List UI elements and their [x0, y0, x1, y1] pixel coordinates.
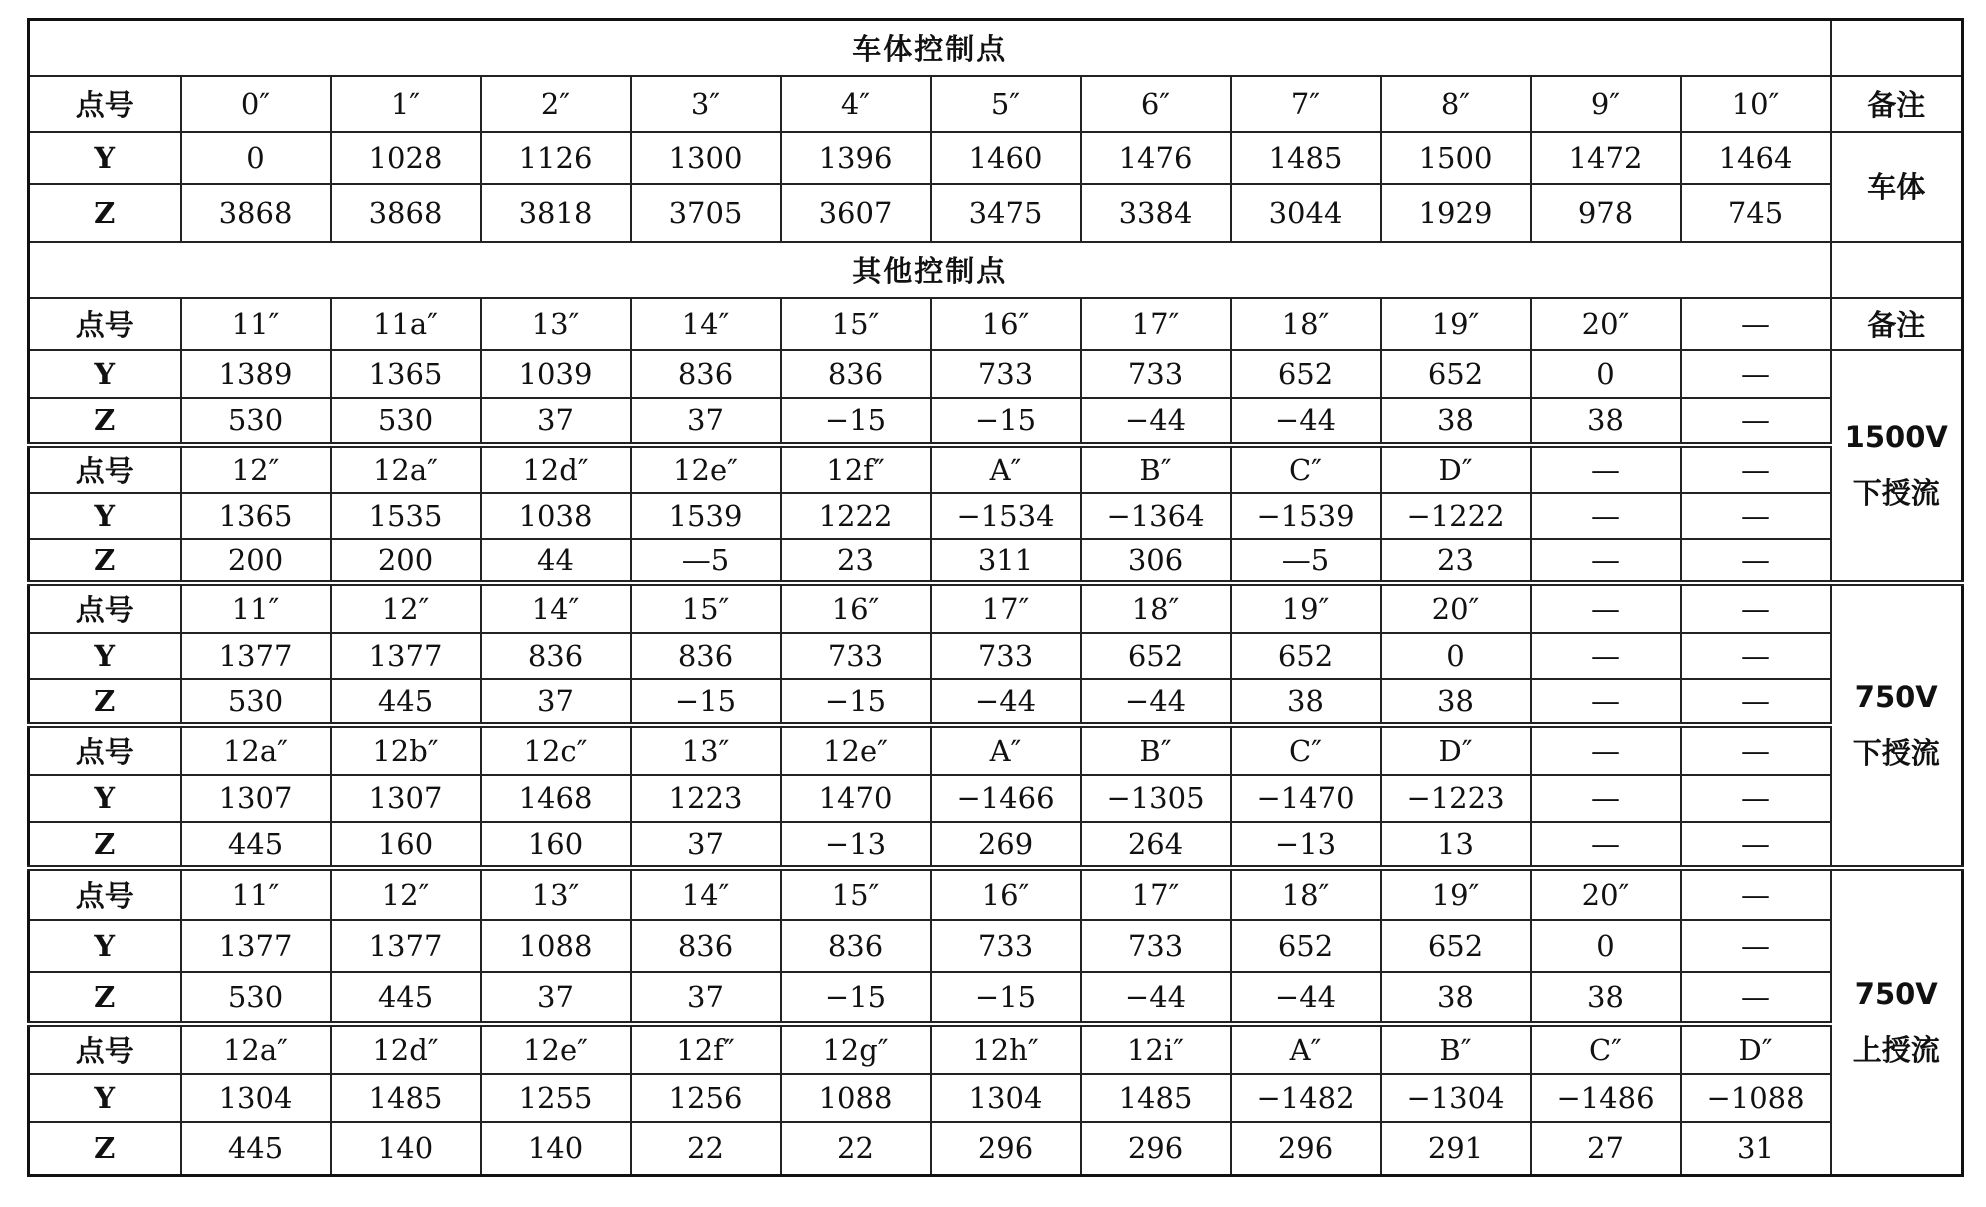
y-value-cell: 836 — [631, 633, 781, 679]
z-value-cell: −15 — [931, 972, 1081, 1024]
z-value-cell: 38 — [1231, 679, 1381, 725]
point-id-cell: 12h″ — [931, 1024, 1081, 1074]
y-value-cell: 1365 — [181, 493, 331, 539]
z-value-cell: 23 — [781, 539, 931, 583]
point-id-cell: 8″ — [1381, 76, 1531, 132]
point-id-cell: 14″ — [631, 868, 781, 920]
table-row — [29, 633, 1963, 679]
point-id-cell: 15″ — [631, 583, 781, 633]
y-value-cell: — — [1681, 493, 1831, 539]
z-value-cell: 38 — [1531, 972, 1681, 1024]
empty-note-cell — [1831, 20, 1963, 76]
y-value-cell: — — [1681, 920, 1831, 972]
y-value-cell: 1470 — [781, 775, 931, 822]
y-value-cell: 652 — [1231, 350, 1381, 398]
point-id-cell: 13″ — [481, 298, 631, 350]
note-line: 上授流 — [1852, 1033, 1940, 1068]
z-value-cell: 22 — [631, 1122, 781, 1176]
y-value-cell: 733 — [1081, 920, 1231, 972]
z-label: Z — [29, 1122, 181, 1176]
point-id-cell: 11″ — [181, 868, 331, 920]
z-value-cell: — — [1681, 539, 1831, 583]
z-value-cell: 37 — [481, 398, 631, 445]
note-line: 1500V — [1844, 420, 1948, 454]
table-row — [29, 350, 1963, 398]
z-value-cell: 38 — [1531, 398, 1681, 445]
point-id-cell: 12a″ — [331, 445, 481, 493]
z-value-cell: −44 — [1081, 972, 1231, 1024]
y-label: Y — [29, 493, 181, 539]
y-value-cell: 1396 — [781, 132, 931, 184]
y-value-cell: 0 — [1531, 350, 1681, 398]
z-value-cell: 160 — [331, 822, 481, 868]
y-value-cell: −1470 — [1231, 775, 1381, 822]
y-value-cell: 1307 — [181, 775, 331, 822]
point-id-cell: 20″ — [1531, 298, 1681, 350]
empty-note-cell — [1831, 242, 1963, 298]
z-value-cell: 530 — [331, 398, 481, 445]
z-value-cell: −15 — [781, 679, 931, 725]
table-row — [29, 1074, 1963, 1122]
point-id-cell: 1″ — [331, 76, 481, 132]
y-value-cell: 836 — [481, 633, 631, 679]
point-id-cell: A″ — [931, 725, 1081, 775]
z-value-cell: 23 — [1381, 539, 1531, 583]
point-id-cell: — — [1681, 583, 1831, 633]
z-value-cell: 200 — [331, 539, 481, 583]
point-id-cell: 14″ — [481, 583, 631, 633]
z-value-cell: 1929 — [1381, 184, 1531, 242]
point-id-cell: 19″ — [1231, 583, 1381, 633]
z-value-cell: 296 — [1231, 1122, 1381, 1176]
point-id-cell: D″ — [1381, 445, 1531, 493]
y-value-cell: 1377 — [181, 633, 331, 679]
z-value-cell: −15 — [781, 972, 931, 1024]
z-value-cell: 978 — [1531, 184, 1681, 242]
note-header: 备注 — [1831, 298, 1963, 350]
y-value-cell: 836 — [631, 350, 781, 398]
y-value-cell: 733 — [931, 350, 1081, 398]
y-value-cell: — — [1531, 493, 1681, 539]
y-value-cell: 1223 — [631, 775, 781, 822]
table-row — [29, 583, 1963, 633]
point-id-cell: 6″ — [1081, 76, 1231, 132]
z-label: Z — [29, 184, 181, 242]
note-line: 750V — [1854, 680, 1938, 714]
y-value-cell: −1482 — [1231, 1074, 1381, 1122]
table-row — [29, 242, 1963, 298]
section-title-body: 车体控制点 — [29, 20, 1831, 76]
table-row — [29, 725, 1963, 775]
point-label: 点号 — [29, 725, 181, 775]
note-body: 车体 — [1831, 132, 1963, 242]
y-value-cell: — — [1531, 633, 1681, 679]
y-value-cell: 1304 — [181, 1074, 331, 1122]
y-value-cell: 1539 — [631, 493, 781, 539]
z-value-cell: 296 — [1081, 1122, 1231, 1176]
point-id-cell: D″ — [1681, 1024, 1831, 1074]
z-value-cell: 27 — [1531, 1122, 1681, 1176]
y-value-cell: −1305 — [1081, 775, 1231, 822]
point-id-cell: 12f″ — [781, 445, 931, 493]
point-label: 点号 — [29, 1024, 181, 1074]
table-row — [29, 298, 1963, 350]
z-value-cell: 3818 — [481, 184, 631, 242]
y-value-cell: 1088 — [781, 1074, 931, 1122]
z-value-cell: 3384 — [1081, 184, 1231, 242]
y-value-cell: 1377 — [181, 920, 331, 972]
point-label: 点号 — [29, 583, 181, 633]
point-id-cell: 12c″ — [481, 725, 631, 775]
point-id-cell: — — [1681, 298, 1831, 350]
note-header: 备注 — [1831, 76, 1963, 132]
y-value-cell: 1365 — [331, 350, 481, 398]
point-id-cell: 12″ — [331, 583, 481, 633]
table-row — [29, 20, 1963, 76]
z-value-cell: 44 — [481, 539, 631, 583]
point-id-cell: 13″ — [631, 725, 781, 775]
point-id-cell: 12e″ — [481, 1024, 631, 1074]
table-row — [29, 132, 1963, 184]
point-id-cell: 15″ — [781, 868, 931, 920]
table-row — [29, 445, 1963, 493]
table-row — [29, 920, 1963, 972]
z-value-cell: 38 — [1381, 679, 1531, 725]
y-value-cell: 652 — [1231, 633, 1381, 679]
y-label: Y — [29, 775, 181, 822]
z-label: Z — [29, 679, 181, 725]
y-value-cell: 0 — [1531, 920, 1681, 972]
point-id-cell: 17″ — [1081, 868, 1231, 920]
z-value-cell: — — [1531, 822, 1681, 868]
z-value-cell: 13 — [1381, 822, 1531, 868]
point-id-cell: — — [1531, 725, 1681, 775]
table-row — [29, 1122, 1963, 1176]
z-value-cell: — — [1531, 679, 1681, 725]
note-line: 下授流 — [1852, 476, 1940, 510]
y-value-cell: 1377 — [331, 633, 481, 679]
z-value-cell: — — [1681, 398, 1831, 445]
y-value-cell: 1472 — [1531, 132, 1681, 184]
point-id-cell: 19″ — [1381, 298, 1531, 350]
y-value-cell: 733 — [1081, 350, 1231, 398]
point-id-cell: 7″ — [1231, 76, 1381, 132]
point-id-cell: 5″ — [931, 76, 1081, 132]
point-id-cell: B″ — [1081, 445, 1231, 493]
point-id-cell: 4″ — [781, 76, 931, 132]
point-id-cell: C″ — [1231, 445, 1381, 493]
y-value-cell: 1464 — [1681, 132, 1831, 184]
point-id-cell: 17″ — [1081, 298, 1231, 350]
point-id-cell: 19″ — [1381, 868, 1531, 920]
point-id-cell: 16″ — [931, 868, 1081, 920]
y-value-cell: −1486 — [1531, 1074, 1681, 1122]
z-label: Z — [29, 539, 181, 583]
z-value-cell: −13 — [1231, 822, 1381, 868]
y-value-cell: −1223 — [1381, 775, 1531, 822]
note-group-2 — [1831, 868, 1963, 1176]
y-value-cell: 733 — [931, 920, 1081, 972]
table-row — [29, 76, 1963, 132]
point-id-cell: 12d″ — [481, 445, 631, 493]
z-label: Z — [29, 822, 181, 868]
y-value-cell: 1476 — [1081, 132, 1231, 184]
y-value-cell: 652 — [1381, 350, 1531, 398]
y-value-cell: −1534 — [931, 493, 1081, 539]
z-value-cell: 291 — [1381, 1122, 1531, 1176]
z-value-cell: 3868 — [331, 184, 481, 242]
y-label: Y — [29, 132, 181, 184]
y-value-cell: 1038 — [481, 493, 631, 539]
z-value-cell: 264 — [1081, 822, 1231, 868]
y-value-cell: 1256 — [631, 1074, 781, 1122]
y-value-cell: 1304 — [931, 1074, 1081, 1122]
y-value-cell: 836 — [781, 920, 931, 972]
z-value-cell: 140 — [481, 1122, 631, 1176]
y-value-cell: −1364 — [1081, 493, 1231, 539]
y-value-cell: 1485 — [331, 1074, 481, 1122]
z-value-cell: —5 — [631, 539, 781, 583]
y-value-cell: 652 — [1081, 633, 1231, 679]
z-value-cell: 31 — [1681, 1122, 1831, 1176]
point-label: 点号 — [29, 298, 181, 350]
point-id-cell: 16″ — [781, 583, 931, 633]
table-row — [29, 972, 1963, 1024]
z-value-cell: 3607 — [781, 184, 931, 242]
z-label: Z — [29, 398, 181, 445]
y-value-cell: 1039 — [481, 350, 631, 398]
z-value-cell: −13 — [781, 822, 931, 868]
point-id-cell: — — [1531, 583, 1681, 633]
y-value-cell: −1304 — [1381, 1074, 1531, 1122]
z-value-cell: 445 — [331, 972, 481, 1024]
y-value-cell: 1088 — [481, 920, 631, 972]
point-id-cell: — — [1681, 445, 1831, 493]
point-id-cell: A″ — [1231, 1024, 1381, 1074]
point-id-cell: — — [1681, 868, 1831, 920]
point-id-cell: 12a″ — [181, 1024, 331, 1074]
point-id-cell: 17″ — [931, 583, 1081, 633]
z-value-cell: 745 — [1681, 184, 1831, 242]
y-value-cell: 1468 — [481, 775, 631, 822]
y-value-cell: 836 — [631, 920, 781, 972]
point-id-cell: 12a″ — [181, 725, 331, 775]
z-value-cell: −15 — [631, 679, 781, 725]
point-id-cell: 13″ — [481, 868, 631, 920]
z-value-cell: 445 — [331, 679, 481, 725]
table-row — [29, 493, 1963, 539]
point-id-cell: 12″ — [331, 868, 481, 920]
z-value-cell: 22 — [781, 1122, 931, 1176]
z-value-cell: 140 — [331, 1122, 481, 1176]
z-value-cell: — — [1681, 679, 1831, 725]
z-value-cell: −44 — [1081, 398, 1231, 445]
y-label: Y — [29, 633, 181, 679]
section-title-other: 其他控制点 — [29, 242, 1831, 298]
point-id-cell: 12e″ — [781, 725, 931, 775]
z-value-cell: 311 — [931, 539, 1081, 583]
point-id-cell: 11″ — [181, 298, 331, 350]
y-value-cell: 1500 — [1381, 132, 1531, 184]
z-value-cell: 530 — [181, 398, 331, 445]
table-body — [29, 20, 1963, 1176]
z-value-cell: −44 — [931, 679, 1081, 725]
point-id-cell: 20″ — [1381, 583, 1531, 633]
point-id-cell: 12g″ — [781, 1024, 931, 1074]
y-value-cell: −1088 — [1681, 1074, 1831, 1122]
y-value-cell: 652 — [1381, 920, 1531, 972]
point-id-cell: 11a″ — [331, 298, 481, 350]
y-value-cell: 1255 — [481, 1074, 631, 1122]
z-value-cell: 445 — [181, 822, 331, 868]
y-value-cell: — — [1681, 633, 1831, 679]
z-value-cell: 3044 — [1231, 184, 1381, 242]
point-id-cell: 3″ — [631, 76, 781, 132]
y-value-cell: 836 — [781, 350, 931, 398]
y-value-cell: 0 — [181, 132, 331, 184]
point-id-cell: 18″ — [1231, 868, 1381, 920]
y-value-cell: 1389 — [181, 350, 331, 398]
point-id-cell: — — [1531, 445, 1681, 493]
point-id-cell: 9″ — [1531, 76, 1681, 132]
y-value-cell: −1539 — [1231, 493, 1381, 539]
z-value-cell: −44 — [1081, 679, 1231, 725]
point-id-cell: C″ — [1231, 725, 1381, 775]
note-group-0 — [1831, 350, 1963, 583]
table-row — [29, 398, 1963, 445]
z-value-cell: 38 — [1381, 398, 1531, 445]
z-value-cell: 37 — [481, 972, 631, 1024]
point-id-cell: 18″ — [1081, 583, 1231, 633]
y-value-cell: 1485 — [1231, 132, 1381, 184]
y-value-cell: 1460 — [931, 132, 1081, 184]
point-label: 点号 — [29, 868, 181, 920]
point-id-cell: 2″ — [481, 76, 631, 132]
y-value-cell: 1126 — [481, 132, 631, 184]
point-id-cell: 15″ — [781, 298, 931, 350]
z-value-cell: 37 — [631, 972, 781, 1024]
y-value-cell: 733 — [931, 633, 1081, 679]
y-value-cell: −1466 — [931, 775, 1081, 822]
table-row — [29, 1024, 1963, 1074]
z-value-cell: 200 — [181, 539, 331, 583]
z-value-cell: 160 — [481, 822, 631, 868]
point-id-cell: D″ — [1381, 725, 1531, 775]
z-value-cell: 37 — [631, 822, 781, 868]
point-id-cell: 12i″ — [1081, 1024, 1231, 1074]
y-label: Y — [29, 1074, 181, 1122]
table-row — [29, 539, 1963, 583]
y-value-cell: 1222 — [781, 493, 931, 539]
y-value-cell: 1485 — [1081, 1074, 1231, 1122]
point-label: 点号 — [29, 76, 181, 132]
y-value-cell: 733 — [781, 633, 931, 679]
z-value-cell: 530 — [181, 972, 331, 1024]
point-id-cell: A″ — [931, 445, 1081, 493]
y-value-cell: — — [1531, 775, 1681, 822]
point-id-cell: — — [1681, 725, 1831, 775]
z-value-cell: 3475 — [931, 184, 1081, 242]
point-id-cell: B″ — [1081, 725, 1231, 775]
point-id-cell: 18″ — [1231, 298, 1381, 350]
point-id-cell: 11″ — [181, 583, 331, 633]
z-value-cell: −15 — [781, 398, 931, 445]
table-row — [29, 679, 1963, 725]
z-value-cell: 530 — [181, 679, 331, 725]
z-value-cell: 37 — [481, 679, 631, 725]
control-points-sheet — [27, 18, 1961, 1177]
z-value-cell: 445 — [181, 1122, 331, 1176]
point-id-cell: 12f″ — [631, 1024, 781, 1074]
z-value-cell: 3705 — [631, 184, 781, 242]
table-row — [29, 775, 1963, 822]
y-value-cell: 1028 — [331, 132, 481, 184]
control-points-table — [27, 18, 1964, 1177]
table-row — [29, 868, 1963, 920]
point-id-cell: 12″ — [181, 445, 331, 493]
point-id-cell: 16″ — [931, 298, 1081, 350]
z-value-cell: −15 — [931, 398, 1081, 445]
note-line: 下授流 — [1852, 736, 1940, 770]
point-id-cell: C″ — [1531, 1024, 1681, 1074]
y-value-cell: 1535 — [331, 493, 481, 539]
point-id-cell: B″ — [1381, 1024, 1531, 1074]
z-value-cell: 269 — [931, 822, 1081, 868]
y-value-cell: — — [1681, 350, 1831, 398]
table-row — [29, 822, 1963, 868]
z-value-cell: —5 — [1231, 539, 1381, 583]
z-value-cell: 306 — [1081, 539, 1231, 583]
z-value-cell: −44 — [1231, 972, 1381, 1024]
y-value-cell: 652 — [1231, 920, 1381, 972]
y-value-cell: 1307 — [331, 775, 481, 822]
y-value-cell: 1377 — [331, 920, 481, 972]
z-value-cell: — — [1681, 822, 1831, 868]
point-label: 点号 — [29, 445, 181, 493]
z-value-cell: 38 — [1381, 972, 1531, 1024]
point-id-cell: 12e″ — [631, 445, 781, 493]
y-value-cell: 1300 — [631, 132, 781, 184]
point-id-cell: 0″ — [181, 76, 331, 132]
y-value-cell: 0 — [1381, 633, 1531, 679]
y-value-cell: — — [1681, 775, 1831, 822]
z-value-cell: 296 — [931, 1122, 1081, 1176]
z-label: Z — [29, 972, 181, 1024]
y-value-cell: −1222 — [1381, 493, 1531, 539]
note-group-1 — [1831, 583, 1963, 868]
y-label: Y — [29, 350, 181, 398]
z-value-cell: 37 — [631, 398, 781, 445]
z-value-cell: — — [1531, 539, 1681, 583]
z-value-cell: — — [1681, 972, 1831, 1024]
point-id-cell: 20″ — [1531, 868, 1681, 920]
z-value-cell: 3868 — [181, 184, 331, 242]
note-line: 750V — [1854, 977, 1938, 1012]
point-id-cell: 12d″ — [331, 1024, 481, 1074]
point-id-cell: 12b″ — [331, 725, 481, 775]
y-label: Y — [29, 920, 181, 972]
table-row — [29, 184, 1963, 242]
point-id-cell: 10″ — [1681, 76, 1831, 132]
point-id-cell: 14″ — [631, 298, 781, 350]
z-value-cell: −44 — [1231, 398, 1381, 445]
